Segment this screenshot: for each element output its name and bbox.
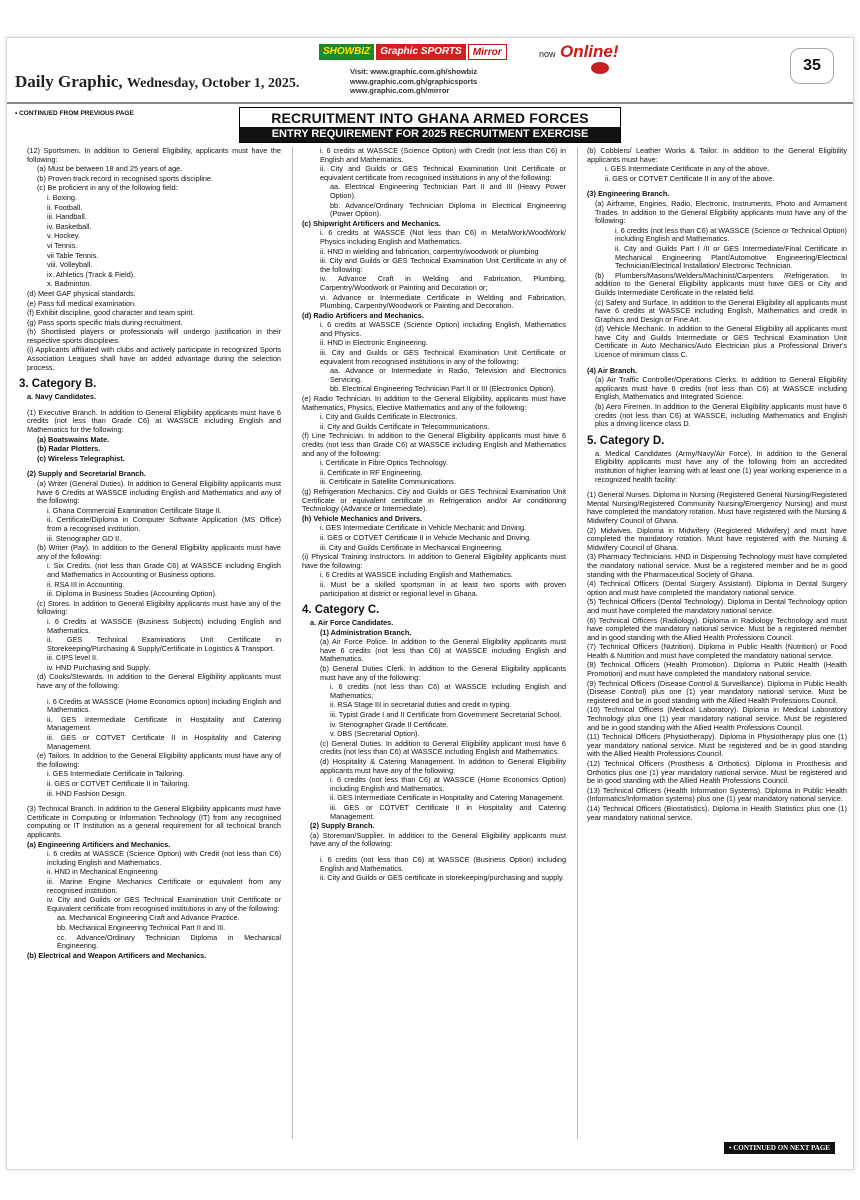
newspaper-page — [6, 37, 854, 1170]
online-label: Online! — [559, 42, 619, 61]
paragraph: a. Medical Candidates (Army/Navy/Air Force). In addition to the General Eligibility applicants must have any of the following from an accredited institution of higher learning with at least one (1) year working experience in a recognized health facility: — [595, 448, 847, 484]
paragraph: ii. City and Guilds or GES Technical Examination Unit Certificate or equivalent certificate from recognised institutions in any of the following: — [320, 164, 566, 182]
paragraph: (2) Midwives. Diploma in Midwifery (Registered Midwifery) and must have completed the mandatory rotation. Must have registered with the Nursing & Midwifery Council of Ghana. — [587, 525, 847, 552]
paragraph: iii. City and Guilds or GES Technical Examination Unit Certificate in any of the following: — [320, 256, 566, 274]
paragraph: i. 6 credits (not less than C6) at WASSCE (Science or Technical Option) including English and Mathematics. — [615, 225, 847, 244]
paragraph: (5) Technical Officers (Dental Technology). Diploma in Dental Technology option and must have completed the mandatory national service. — [587, 597, 847, 615]
paragraph: (h) Shortlisted players or professionals will undergo justification in their respective sports disciplines. — [27, 327, 281, 345]
paragraph: (1) Administration Branch. — [320, 627, 412, 637]
masthead-divider — [7, 102, 853, 104]
paragraph: (e) Radio Technician. In addition to the General Eligibility, applicants must have Mathematics, Physics, Elective Mathematics and any of the following: — [302, 394, 566, 412]
paragraph: (12) Technical Officers (Prosthesis & Orthotics). Diploma in Prosthesis and Orthotics plus one (1) year mandatory national service. Must be registered and be in good standing with the Allied Health Professions Council. — [587, 759, 847, 786]
paragraph: (14) Technical Officers (Biostatistics). Diploma in Health Statistics plus one (1) year mandatory national service. — [587, 803, 847, 822]
paragraph: ii. Certificate in RF Engineering. — [320, 467, 423, 477]
paragraph: i. 6 credits at WASSCE (Science Option) with Credit (not less than C6) in English and Mathematics. — [320, 147, 566, 164]
paragraph: vii Table Tennis. — [47, 250, 99, 260]
paragraph: (e) Pass full medical examination. — [27, 298, 137, 308]
paragraph: (d) Meet GAF physical standards. — [27, 288, 136, 298]
paragraph: (a) Writer (General Duties). In addition to General Eligibility applicants must have 6 Credits at WASSCE including English and Mathematics and any of the following: — [37, 479, 281, 506]
paragraph: bb. Electrical Engineering Technician Part II or III (Electronics Option). — [330, 384, 556, 394]
spacer — [587, 361, 847, 366]
paragraph: ii. GES Intermediate Certificate in Hospitality and Catering Management. — [47, 714, 281, 733]
paragraph: ii. City and Guilds or GES certificate in storekeeping/purchasing and supply. — [320, 873, 565, 883]
paragraph: ii. GES or COTVET Certificate II in Vehicle Mechanic and Driving. — [320, 532, 532, 542]
paragraph: vi. Advance or Intermediate Certificate in Welding and Fabrication, Plumbing, Carpentry/Woodwork or Painting and Decoration. — [320, 292, 566, 311]
paragraph: ii. City and Guilds Part I /II or GES Intermediate/Final Certificate in Mechanical Engineering Plant/Automotive Engineering/Electrical Technician/Electrical Installation/ Electronic Technician. — [615, 243, 847, 271]
paragraph: (c) Wireless Telegraphist. — [37, 453, 125, 463]
paragraph: bb. Advance/Ordinary Technician Diploma in Electrical Engineering (Power Option). — [330, 200, 566, 219]
paragraph: ii. Football. — [47, 202, 83, 212]
paragraph: iii. GES or COTVET Certificate II in Hospitality and Catering Management. — [47, 733, 281, 751]
visit-line: www.graphic.com.gh/graphicsports — [350, 76, 478, 86]
paragraph: (3) Technical Branch. In addition to the General Eligibility applicants must have Certificate in Computing or Information Technology (IT) from any recognised computing or IT Institution as a general requirement for all technical branch applicants. — [27, 804, 281, 839]
paragraph: (a) Airframe, Engines, Radio, Electronic, Instruments, Photo and Armament Trades. In addition to the General Eligibility applicants must have any of the following: — [595, 198, 847, 226]
paragraph: (b) Writer (Pay). In addition to the General Eligibility applicants must have any of the following: — [37, 543, 281, 561]
paragraph: vi Tennis. — [47, 240, 78, 250]
headline: RECRUITMENT INTO GHANA ARMED FORCES — [240, 108, 620, 127]
paragraph: i. Six Credits. (not less than Grade C6) at WASSCE including English and Mathematics in Accounting or Business options. — [47, 561, 281, 579]
paragraph: ii. GES Intermediate Certificate in Hospitality and Catering Management. — [330, 793, 565, 803]
now-label: now — [539, 49, 556, 59]
paragraph: (1) Executive Branch. In addition to General Eligibility applicants must have 6 credits (not less than Grade C6) at WASSCE including English and Mathematics for the following: — [27, 407, 281, 435]
paragraph: (4) Technical Officers (Dental Surgery Assistant). Diploma in Dental Surgery option and must have completed the mandatory national service. — [587, 579, 847, 597]
paragraph: (12) Sportsmen. In addition to General Eligibility, applicants must have the following: — [27, 147, 281, 164]
spacer — [19, 692, 281, 697]
article-column-2 — [302, 147, 566, 884]
showbiz-logo: SHOWBIZ — [319, 44, 374, 60]
paragraph: (d) Radio Artificers and Mechanics. — [302, 310, 424, 320]
paragraph: (c) Safety and Surface. In addition to the General Eligibility all applicants must have 6 credits at WASSCE including English, Mathematics and credit in Graphics and Design or Fine Art. — [595, 297, 847, 324]
paragraph: (b) Plumbers/Masons/Welders/Machinist/Carpenters /Refrigeration. In addition to the General Eligibility applicants must have GES or City and Guilds Intermediate Certificate in the related field. — [595, 270, 847, 297]
article-columns — [15, 147, 847, 1147]
paragraph: iv. City and Guilds or GES Technical Examination Unit Certificate or Equivalent certificate from recognised institutions in any of the following: — [47, 895, 281, 913]
paragraph: (d) Hospitality & Catering Management. In addition to General Eligibility applicants must have any of the following: — [320, 757, 566, 775]
paragraph: a. Air Force Candidates. — [310, 618, 394, 628]
paragraph: i. 6 Credits at WASSCE including English and Mathematics. — [320, 570, 513, 580]
visit-links — [350, 67, 477, 96]
paragraph: i. 6 Credits at WASSCE (Business Subjects) including English and Mathematics. — [47, 616, 281, 635]
paragraph: (e) Tailors. In addition to the General Eligibility applicants must have any of the following: — [37, 751, 281, 769]
paragraph: i. 6 credits (not less than C6) at WASSCE (Home Economics Option) including English and Mathematics. — [330, 775, 566, 793]
paragraph: iv. HND Purchasing and Supply. — [47, 662, 151, 672]
paragraph: i. 6 credits at WASSCE (Science Option) with Credit (not less than C6) including English and Mathematics. — [47, 849, 281, 867]
paragraph: (b) Cobblers/ Leather Works & Tailor. In addition to the General Eligibility applicants must have: — [587, 147, 847, 164]
paragraph: (c) General Duties. In addition to General Eligibility applicant must have 6 credits (not less than C6) at WASSCE including English and Mathematics. — [320, 738, 566, 757]
paragraph: (c) Stores. In addition to General Eligibility applicants must have any of the following: — [37, 598, 281, 617]
paragraph: (3) Pharmacy Technicians. HND in Dispensing Technology must have completed the mandatory national service. Must be a registered member and be in good standing with the Pharmaceutical Society of Ghana. — [587, 552, 847, 579]
paragraph: (b) General Duties Clerk. In addition to the General Eligibility applicants must have any of the following: — [320, 664, 566, 682]
now-online-badge — [539, 42, 619, 62]
paragraph: ii. RSA Stage III in secretarial duties and credit in typing. — [330, 700, 512, 710]
subheadline: ENTRY REQUIREMENT FOR 2025 RECRUITMENT EXERCISE — [240, 127, 620, 142]
paragraph: (3) Engineering Branch. — [587, 189, 670, 199]
paragraph: cc. Advance/Ordinary Technician Diploma in Mechanical Engineering. — [57, 932, 281, 951]
paragraph: v. DBS (Secretarial Option). — [330, 729, 420, 739]
paragraph: iii. GES or COTVET Certificate II in Hospitality and Catering Management. — [330, 802, 566, 821]
paragraph: (f) Line Technician. In addition to the General Eligibility applicants must have 6 credits (not less than Grade C6) at WASSCE including English and Mathematics and any of the following: — [302, 431, 566, 458]
paragraph: ii. GES or COTVET Certificate II in any of the above. — [605, 173, 775, 183]
paragraph: a. Navy Candidates. — [27, 392, 96, 402]
category-heading: 3. Category B. — [19, 378, 97, 391]
paragraph: ii. HND in Electronic Engineering. — [320, 338, 428, 348]
paragraph: iv. Stenographer Grade II Certificate. — [330, 719, 449, 729]
paragraph: i. Ghana Commercial Examination Certificate Stage II. — [47, 505, 222, 515]
paragraph: iii. Stenographer GD II. — [47, 533, 122, 543]
paragraph: iii. Typist Grade I and II Certificate from Government Secretarial School. — [330, 710, 562, 720]
continued-next-label: • CONTINUED ON NEXT PAGE — [724, 1142, 835, 1154]
article-column-3 — [587, 147, 847, 823]
column-divider — [292, 147, 293, 1139]
paragraph: ii. GES Technical Examinations Unit Certificate in Storekeeping/Purchasing & Supply/Certificate in Logistics & Transport. — [47, 635, 281, 653]
paragraph: ix. Athletics (Track & Field). — [47, 269, 136, 279]
paragraph: (b) Electrical and Weapon Artificers and Mechanics. — [27, 950, 207, 960]
paragraph: iii. Handball. — [47, 212, 87, 222]
paragraph: i. 6 credits (not less than C6) at WASSCE (Business Option) including English and Mathematics. — [320, 854, 566, 873]
paragraph: i. City and Guilds Certificate in Electronics. — [320, 412, 458, 422]
paragraph: (10) Technical Officers (Medical Laboratory). Diploma in Medical Laboratory Technology plus one (1) year mandatory national service. Must be registered and be in good standing with the Allied Health Professions Council. — [587, 705, 847, 732]
paragraph: i. GES Intermediate Certificate in Tailoring. — [47, 769, 185, 779]
paragraph: iii. Certificate in Satellite Communications. — [320, 477, 456, 487]
paragraph: (a) Air Traffic Controller/Operations Clerks. In addition to General Eligibility applicants must have 6 credits (not less than C6) at WASSCE including English, Mathematics and Integrated Science. — [595, 375, 847, 402]
paragraph: iii. City and Guilds Certificate in Mechanical Engineering. — [320, 542, 503, 552]
paper-name: Daily Graphic, — [15, 72, 123, 91]
paper-title — [15, 72, 299, 92]
paragraph: ii. Must be a skilled sportsman in at least two sports with proven participation at district or regional level in Ghana. — [320, 579, 566, 598]
paragraph: aa. Advance or Intermediate in Radio, Television and Electronics Servicing. — [330, 366, 566, 384]
paragraph: (i) Physical Training Instructors. In addition to General Eligibility applicants must have the following: — [302, 552, 566, 570]
mirror-logo: Mirror — [468, 44, 507, 60]
paragraph: (c) Be proficient in any of the following field: — [37, 183, 178, 193]
paragraph: bb. Mechanical Engineering Technical Part II and III. — [57, 922, 226, 932]
paragraph: (1) General Nurses. Diploma in Nursing (Registered General Nursing/Registered Mental Nursing/Registered Community Nursing/Emergency Nursing) and must have completed the mandatory rotation. Must have registered with the Nursing & Midwifery Council of Ghana. — [587, 490, 847, 525]
paragraph: (a) Engineering Artificers and Mechanics. — [27, 839, 171, 849]
paragraph: (d) Cooks/Stewards. In addition to the General Eligibility applicants must have any of the following: — [37, 672, 281, 691]
category-heading: 4. Category C. — [302, 604, 380, 617]
paragraph: aa. Mechanical Engineering Craft and Advance Practice. — [57, 913, 240, 923]
paragraph: i. 6 credits at WASSCE (Not less than C6) in MetalWork/WoodWork/ Physics including English and Mathematics. — [320, 228, 566, 246]
paragraph: (11) Technical Officers (Physiotherapy). Diploma in Physiotherapy plus one (1) year mandatory national service. Must be registered and be in good standing with the Allied Health Professions Council. — [587, 732, 847, 759]
paragraph: v. Hockey. — [47, 231, 80, 241]
paragraph: (a) Air Force Police. In addition to the General Eligibility applicants must have 6 credits (not less than C6) at WASSCE including English and Mathematics. — [320, 637, 566, 664]
paragraph: iii. Diploma in Business Studies (Accounting Option). — [47, 589, 217, 599]
paragraph: (a) Must be between 18 and 25 years of age. — [37, 164, 183, 174]
paragraph: iv. Advance Craft in Welding and Fabrication, Plumbing, Carpentry/Woodwork or Painting and Decoration or; — [320, 274, 566, 292]
paragraph: ii. HND in wielding and fabrication, carpentry/woodwork or plumbing — [320, 246, 539, 256]
paragraph: (d) Vehicle Mechanic. In addition to the General Eligibility all applicants must have City and Guilds Intermediate or GES Technical Examination Unit Certificate in Auto Mechanics/Auto Electrician plus a Professional Driver's Licence of minimum class C. — [595, 324, 847, 360]
article-column-1 — [19, 147, 281, 961]
paragraph: ii. Certificate/Diploma in Computer Software Application (MS Office) from a recognised institution. — [47, 515, 281, 533]
paragraph: i. 6 credits (not less than C6) at WASSCE including English and Mathematics; — [330, 682, 566, 700]
paragraph: i. GES Intermediate Certificate in Vehicle Mechanic and Driving. — [320, 523, 527, 533]
page-number: 35 — [790, 48, 834, 84]
headline-box — [239, 107, 621, 143]
graphic-sports-logo: Graphic SPORTS — [376, 44, 466, 60]
paragraph: (c) Shipwright Artificers and Mechanics. — [302, 218, 441, 228]
paragraph: (a) Storeman/Supplier. In addition to the General Eligibility applicants must have any of the following: — [310, 830, 566, 849]
paragraph: (h) Vehicle Mechanics and Drivers. — [302, 513, 423, 523]
paragraph: i. 6 Credits at WASSCE (Home Economics option) including English and Mathematics. — [47, 696, 281, 715]
paragraph: (7) Technical Officers (Nutrition). Diploma in Public Health (Nutrition) or Food Health & Nutrition and must have completed the mandatory national service. — [587, 642, 847, 660]
paragraph: (13) Technical Officers (Health Information Systems). Diploma in Public Health (Informatics/Information systems) plus one (1) year mandatory national service. — [587, 785, 847, 804]
masthead — [7, 38, 853, 104]
paragraph: i. Boxing. — [47, 192, 78, 202]
mouse-icon — [591, 62, 609, 74]
visit-line: Visit: www.graphic.com.gh/showbiz — [350, 67, 478, 76]
paragraph: (a) Boatswains Mate. — [37, 434, 110, 444]
paragraph: (9) Technical Officers (Disease Control & Surveillance). Diploma in Public Health (Disease Control) plus one (1) year mandatory national service. Must be registered and be in good standing with the Allied Health Professions Council. — [587, 678, 847, 705]
paragraph: iii. HND Fashion Design. — [47, 788, 127, 798]
paragraph: ii. GES or COTVET Certificate II in Tailoring. — [47, 779, 190, 788]
visit-line: www.graphic.com.gh/mirror — [350, 86, 450, 95]
paragraph: (8) Technical Officers (Health Promotion). Diploma in Public Health (Health Promotion) and must have completed the mandatory national service. — [587, 660, 847, 679]
paragraph: iii. CIPS level II. — [47, 653, 99, 663]
paragraph: (g) Refrigeration Mechanics. City and Guilds or GES Technical Examination Unit Certificate or equivalent certificate in Refrigeration and/or Air conditioning Technology (Advance or Intermediate). — [302, 486, 566, 514]
paragraph: (b) Proven track record in recognised sports discipline. — [37, 173, 214, 183]
paragraph: (b) Aero Firemen. In addition to the General Eligibility applicants must have 6 credits (not less than C6) at WASSCE, including Mathematics and English plus a driving licence class D. — [595, 402, 847, 429]
brand-logos — [319, 44, 507, 60]
paragraph: aa. Electrical Engineering Technician Part II and III (Heavy Power Option). — [330, 182, 566, 200]
category-heading: 5. Category D. — [587, 434, 665, 447]
paragraph: iii. City and Guilds or GES Technical Examination Unit Certificate or equivalent from recognised institutions in any of the following: — [320, 348, 566, 366]
paragraph: i. Certificate in Fibre Optics Technology. — [320, 458, 448, 468]
paragraph: (f) Exhibit discipline, good character and team spirit. — [27, 308, 195, 318]
column-divider — [577, 147, 578, 1139]
paragraph: (g) Pass sports specific trials during recruitment. — [27, 317, 183, 327]
paragraph: (b) Radar Plotters. — [37, 444, 101, 454]
paragraph: ii. HND in Mechanical Engineering — [47, 867, 158, 877]
paragraph: ii. RSA III in Accounting. — [47, 579, 125, 589]
paragraph: ii. City and Guilds Certificate in Telecommunications. — [320, 421, 490, 431]
paragraph: i. 6 credits at WASSCE (Science Option) including English, Mathematics and Physics. — [320, 320, 566, 338]
paragraph: iv. Basketball. — [47, 221, 92, 231]
paragraph: i. GES Intermediate Certificate in any of the above. — [605, 164, 770, 174]
paragraph: iii. Marine Engine Mechanics Certificate or equivalent from any recognised institution. — [47, 876, 281, 895]
paragraph: viii. Volleyball. — [47, 260, 93, 270]
paragraph: x. Badminton. — [47, 279, 92, 289]
continued-from-label: • CONTINUED FROM PREVIOUS PAGE — [15, 110, 134, 117]
paragraph: (6) Technical Officers (Radiology). Diploma in Radiology Technology and must have completed the mandatory national service. Must be a registered member and in good standing with the Allied Health Professions Council. — [587, 615, 847, 642]
paragraph: (2) Supply and Secretarial Branch. — [27, 469, 146, 479]
paragraph: (4) Air Branch. — [587, 365, 638, 375]
paragraph: (2) Supply Branch. — [310, 821, 375, 831]
issue-date: Wednesday, October 1, 2025. — [126, 76, 300, 91]
paragraph: (i) Applicants affiliated with clubs and actively participate in recognized Sports Association Leagues shall have an added advantage during the selection process. — [27, 345, 281, 372]
